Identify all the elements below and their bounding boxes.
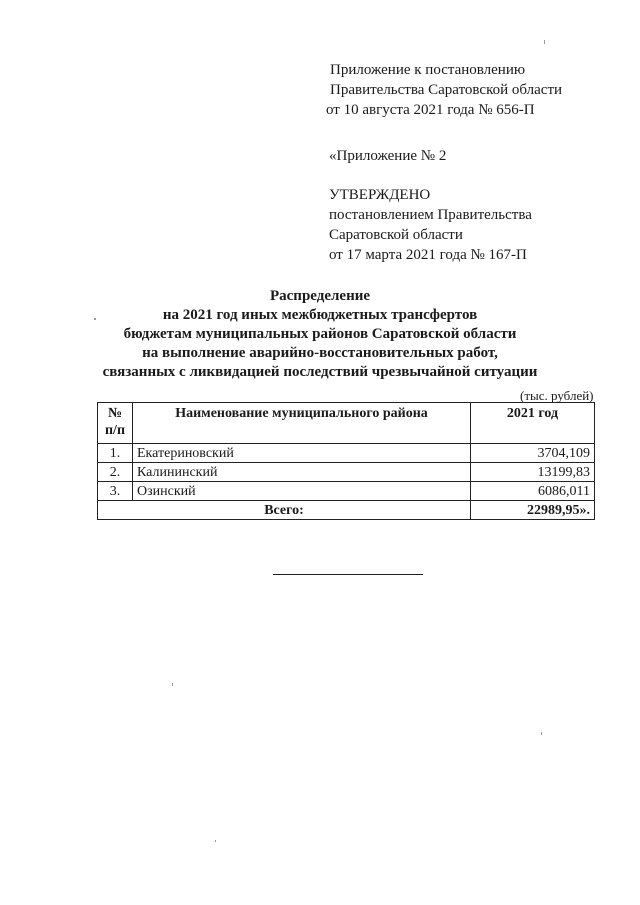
row-number: 3. [98, 482, 133, 501]
header-district-name: Наименование муниципального района [133, 403, 471, 444]
row-number: 1. [98, 444, 133, 463]
appendix-header-line: от 10 августа 2021 года № 656-П [326, 102, 535, 118]
document-title [0, 287, 640, 382]
table-total-row [98, 501, 595, 520]
row-district-name: Калининский [133, 463, 471, 482]
appendix-header-line: Правительства Саратовской области [330, 82, 563, 98]
approval-block [329, 146, 532, 265]
header-year: 2021 год [471, 403, 595, 444]
approved-by-line: Саратовской области [329, 227, 463, 243]
row-district-name: Екатериновский [133, 444, 471, 463]
closing-rule [273, 574, 423, 575]
appendix-header-line: Приложение к постановлению [330, 62, 526, 78]
row-value: 3704,109 [471, 444, 595, 463]
appendix-number: «Приложение № 2 [329, 148, 447, 164]
table-row [98, 463, 595, 482]
row-value: 13199,83 [471, 463, 595, 482]
row-value: 6086,011 [471, 482, 595, 501]
scan-speck [172, 683, 173, 686]
scan-speck [94, 318, 96, 320]
header-number-line: п/п [104, 423, 126, 438]
units-label: (тыс. рублей) [520, 388, 594, 403]
total-value: 22989,95». [471, 501, 595, 520]
header-number-line: № [107, 406, 123, 421]
approved-stamp-text: УТВЕРЖДЕНО [329, 187, 431, 203]
total-label: Всего: [98, 501, 471, 520]
approved-by-line: постановлением Правительства [329, 207, 532, 223]
row-district-name: Озинский [133, 482, 471, 501]
header-number [98, 403, 133, 444]
scan-speck [544, 40, 545, 44]
table-row [98, 444, 595, 463]
approved-by-line: от 17 марта 2021 года № 167-П [329, 247, 527, 263]
scan-speck [215, 840, 216, 842]
title-line: на 2021 год иных межбюджетных трансфертов [162, 307, 478, 323]
distribution-table [97, 402, 595, 520]
title-line: Распределение [269, 288, 371, 304]
title-line: связанных с ликвидацией последствий чрезвычайной ситуации [102, 364, 538, 380]
table-row [98, 482, 595, 501]
table-header-row [98, 403, 595, 444]
appendix-header [326, 60, 563, 120]
title-line: бюджетам муниципальных районов Саратовской области [123, 326, 517, 342]
title-line: на выполнение аварийно-восстановительных работ, [142, 345, 498, 361]
row-number: 2. [98, 463, 133, 482]
scan-speck [541, 732, 542, 735]
